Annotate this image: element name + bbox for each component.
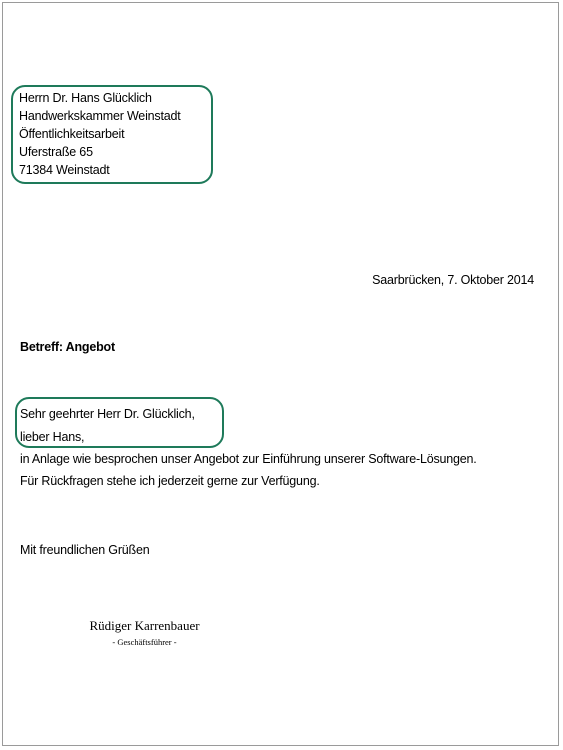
body-text-line: Für Rückfragen stehe ich jederzeit gerne zur Verfügung.: [20, 474, 320, 488]
signatory-name: Rüdiger Karrenbauer: [89, 618, 200, 633]
recipient-organization: Handwerkskammer Weinstadt: [19, 109, 181, 123]
recipient-city: 71384 Weinstadt: [19, 163, 110, 177]
body-text-line: in Anlage wie besprochen unser Angebot zur Einführung unserer Software-Lösungen.: [20, 452, 477, 466]
recipient-address-block: [19, 89, 181, 179]
recipient-street: Uferstraße 65: [19, 145, 93, 159]
letter-page: [2, 2, 559, 746]
salutation-informal: lieber Hans,: [20, 430, 85, 444]
letter-subject: Betreff: Angebot: [20, 340, 115, 354]
recipient-name: Herrn Dr. Hans Glücklich: [19, 91, 152, 105]
letter-closing: Mit freundlichen Grüßen: [20, 543, 150, 557]
letter-date: Saarbrücken, 7. Oktober 2014: [372, 273, 534, 287]
recipient-department: Öffentlichkeitsarbeit: [19, 127, 125, 141]
salutation-formal: Sehr geehrter Herr Dr. Glücklich,: [20, 407, 195, 421]
signatory-title: - Geschäftsführer -: [112, 637, 177, 647]
